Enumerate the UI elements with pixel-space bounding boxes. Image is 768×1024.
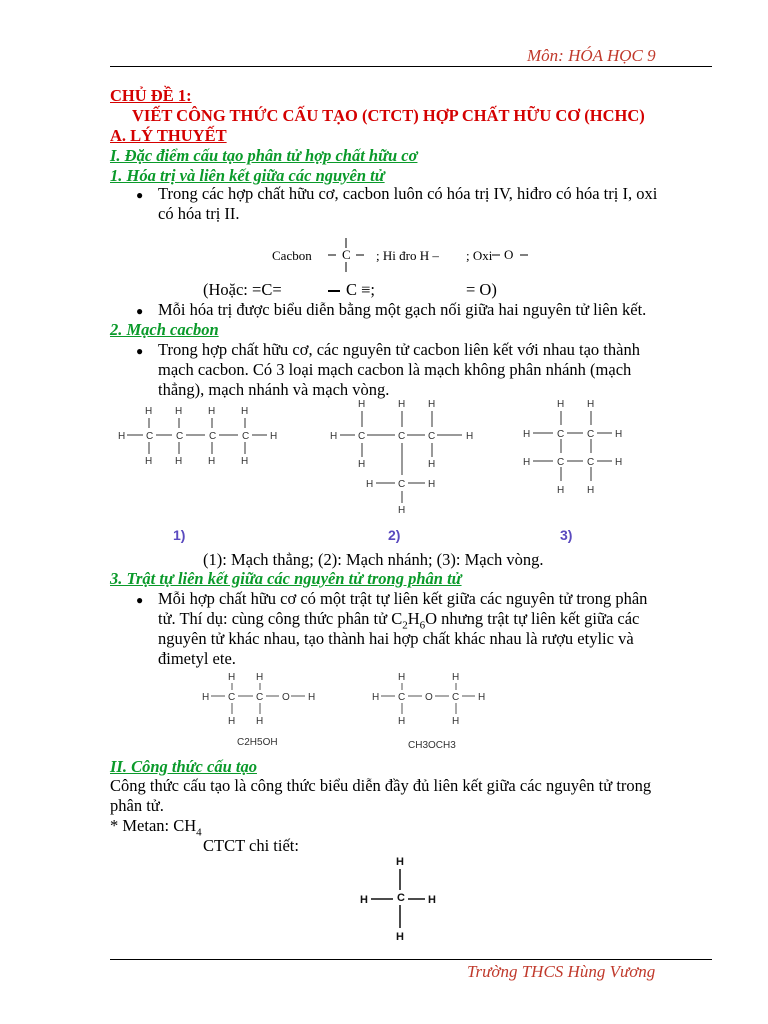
svg-text:H: H xyxy=(241,456,249,467)
bullet-dot: ● xyxy=(136,188,144,202)
svg-text:H: H xyxy=(466,431,474,442)
ctct-label: CTCT chi tiết: xyxy=(203,836,299,855)
svg-text:H: H xyxy=(360,894,368,906)
svg-text:H: H xyxy=(396,856,404,868)
straight-chain-diagram xyxy=(110,400,290,470)
svg-text:H: H xyxy=(398,672,406,683)
bullet-dot: ● xyxy=(136,593,144,607)
topic-title: VIẾT CÔNG THỨC CẤU TẠO (CTCT) HỢP CHẤT HỮU CƠ (HCHC) xyxy=(132,106,645,125)
svg-text:H: H xyxy=(428,459,436,470)
svg-text:H: H xyxy=(398,399,406,410)
svg-text:H: H xyxy=(330,431,338,442)
svg-text:C: C xyxy=(398,479,406,490)
svg-text:H: H xyxy=(256,716,264,727)
section2-heading: II. Công thức cấu tạo xyxy=(110,757,257,776)
svg-text:H: H xyxy=(428,894,436,906)
sub3-line2-d: 6 xyxy=(419,619,426,632)
formula-ethanol: C2H5OH xyxy=(237,737,278,748)
metan-sub: 4 xyxy=(196,826,202,839)
svg-text:H: H xyxy=(523,429,531,440)
svg-text:H: H xyxy=(175,456,183,467)
section2-line1: Công thức cấu tạo là công thức biểu diễn đầy đủ liên kết giữa các nguyên tử trong xyxy=(110,776,652,795)
bullet-dot: ● xyxy=(136,344,144,358)
header-rule xyxy=(110,66,712,67)
sub1-bullet1-line1: Trong các hợp chất hữu cơ, cacbon luôn có hóa trị IV, hiđro có hóa trị I, oxi xyxy=(158,184,658,203)
sub3-line2-e: O nhưng trật tự liên kết giữa các xyxy=(425,609,640,628)
metan-line xyxy=(110,816,202,842)
svg-text:C: C xyxy=(397,892,405,904)
sub3-line1: Mỗi hợp chất hữu cơ có một trật tự liên kết giữa các nguyên tử trong phân xyxy=(158,589,648,608)
sub3-line4: đimetyl ete. xyxy=(158,649,236,668)
footer-rule xyxy=(110,959,712,960)
section1-heading: I. Đặc điểm cấu tạo phân tử hợp chất hữu cơ xyxy=(110,146,418,165)
svg-text:H: H xyxy=(523,457,531,468)
svg-text:C: C xyxy=(557,429,565,440)
svg-text:H: H xyxy=(208,406,216,417)
valence-hidro: ; Hi đro H – xyxy=(376,248,439,263)
sub2-line1: Trong hợp chất hữu cơ, các nguyên tử cacbon liên kết với nhau tạo thành xyxy=(158,340,640,359)
ethanol-structure xyxy=(198,668,328,730)
svg-text:H: H xyxy=(615,457,623,468)
chain-label-2: 2) xyxy=(388,527,401,543)
svg-text:H: H xyxy=(372,692,380,703)
sub3-line2-b: 2 xyxy=(402,619,408,632)
header-subject: Môn: HÓA HỌC 9 xyxy=(527,46,656,65)
svg-text:C: C xyxy=(587,429,595,440)
branched-chain-diagram xyxy=(320,395,490,520)
svg-text:H: H xyxy=(398,716,406,727)
chain-label-3: 3) xyxy=(560,527,573,543)
svg-text:H: H xyxy=(428,479,436,490)
sub2-line3: thẳng), mạch nhánh và mạch vòng. xyxy=(158,380,390,399)
svg-text:C: C xyxy=(209,431,217,442)
svg-text:H: H xyxy=(358,399,366,410)
topic-label: CHỦ ĐỀ 1: xyxy=(110,86,192,105)
valence-cacbon: Cacbon xyxy=(272,248,312,263)
svg-text:H: H xyxy=(208,456,216,467)
svg-text:O: O xyxy=(425,692,433,703)
chain-caption: (1): Mạch thẳng; (2): Mạch nhánh; (3): Mạch vòng. xyxy=(203,550,544,569)
svg-text:C: C xyxy=(587,457,595,468)
svg-text:H: H xyxy=(452,672,460,683)
part-a-heading xyxy=(110,126,227,146)
footer-school: Trường THCS Hùng Vương xyxy=(467,962,656,981)
sub1-heading: 1. Hóa trị và liên kết giữa các nguyên tử xyxy=(110,166,385,185)
bullet-dot: ● xyxy=(136,304,144,318)
svg-text:H: H xyxy=(256,672,264,683)
alt-notation-b: C ≡; xyxy=(346,280,376,299)
svg-text:H: H xyxy=(615,429,623,440)
svg-text:H: H xyxy=(398,505,406,516)
svg-text:H: H xyxy=(396,931,404,943)
svg-text:C: C xyxy=(557,457,565,468)
sub3-line3: nguyên tử khác nhau, tạo thành hai hợp chất khác nhau là rượu etylic và xyxy=(158,629,634,648)
svg-text:H: H xyxy=(428,399,436,410)
svg-text:C: C xyxy=(398,431,406,442)
svg-text:C: C xyxy=(256,692,264,703)
svg-text:H: H xyxy=(175,406,183,417)
chain-label-1: 1) xyxy=(173,527,186,543)
svg-text:H: H xyxy=(202,692,210,703)
sub1-bullet1-line2: có hóa trị II. xyxy=(158,204,240,223)
svg-text:C: C xyxy=(452,692,460,703)
svg-text:C: C xyxy=(146,431,154,442)
part-a-text: A. LÝ THUYẾT xyxy=(110,126,227,145)
section2-line2: phân tử. xyxy=(110,796,164,815)
svg-text:O: O xyxy=(282,692,290,703)
svg-text:C: C xyxy=(242,431,250,442)
svg-text:C: C xyxy=(398,692,406,703)
sub3-heading: 3. Trật tự liên kết giữa các nguyên tử trong phân tử xyxy=(110,569,462,588)
svg-text:C: C xyxy=(358,431,366,442)
formula-dimethyl-ether: CH3OCH3 xyxy=(408,740,456,751)
svg-text:H: H xyxy=(557,485,565,496)
ring-chain-diagram xyxy=(515,395,635,500)
metan-text: * Metan: CH xyxy=(110,816,197,835)
svg-text:H: H xyxy=(118,431,126,442)
svg-text:C: C xyxy=(228,692,236,703)
svg-text:O: O xyxy=(504,247,514,262)
svg-text:H: H xyxy=(228,672,236,683)
svg-text:H: H xyxy=(228,716,236,727)
svg-text:C: C xyxy=(428,431,436,442)
alt-dash xyxy=(328,290,340,292)
svg-text:H: H xyxy=(358,459,366,470)
svg-text:H: H xyxy=(557,399,565,410)
svg-text:H: H xyxy=(145,456,153,467)
svg-text:C: C xyxy=(342,247,351,262)
sub1-bullet2: Mỗi hóa trị được biểu diễn bằng một gạch nối giữa hai nguyên tử liên kết. xyxy=(158,300,647,319)
svg-text:H: H xyxy=(145,406,153,417)
dimethyl-ether-structure xyxy=(368,668,498,730)
svg-text:H: H xyxy=(587,399,595,410)
svg-text:H: H xyxy=(308,692,316,703)
svg-text:H: H xyxy=(478,692,486,703)
svg-text:H: H xyxy=(241,406,249,417)
svg-text:H: H xyxy=(270,431,278,442)
sub3-line2-c: H xyxy=(407,609,420,628)
alt-notation-c: = O) xyxy=(466,280,497,299)
sub3-line2-a: tử. Thí dụ: cùng công thức phân tử C xyxy=(158,609,403,628)
svg-text:H: H xyxy=(587,485,595,496)
sub2-heading: 2. Mạch cacbon xyxy=(110,320,219,339)
methane-structure xyxy=(350,852,450,944)
sub2-line2: mạch cacbon. Có 3 loại mạch cacbon là mạch không phân nhánh (mạch xyxy=(158,360,632,379)
alt-notation-a: (Hoặc: =C= xyxy=(203,280,282,299)
svg-text:H: H xyxy=(366,479,374,490)
valence-oxi: ; Oxi xyxy=(466,248,493,263)
svg-text:H: H xyxy=(452,716,460,727)
svg-text:C: C xyxy=(176,431,184,442)
